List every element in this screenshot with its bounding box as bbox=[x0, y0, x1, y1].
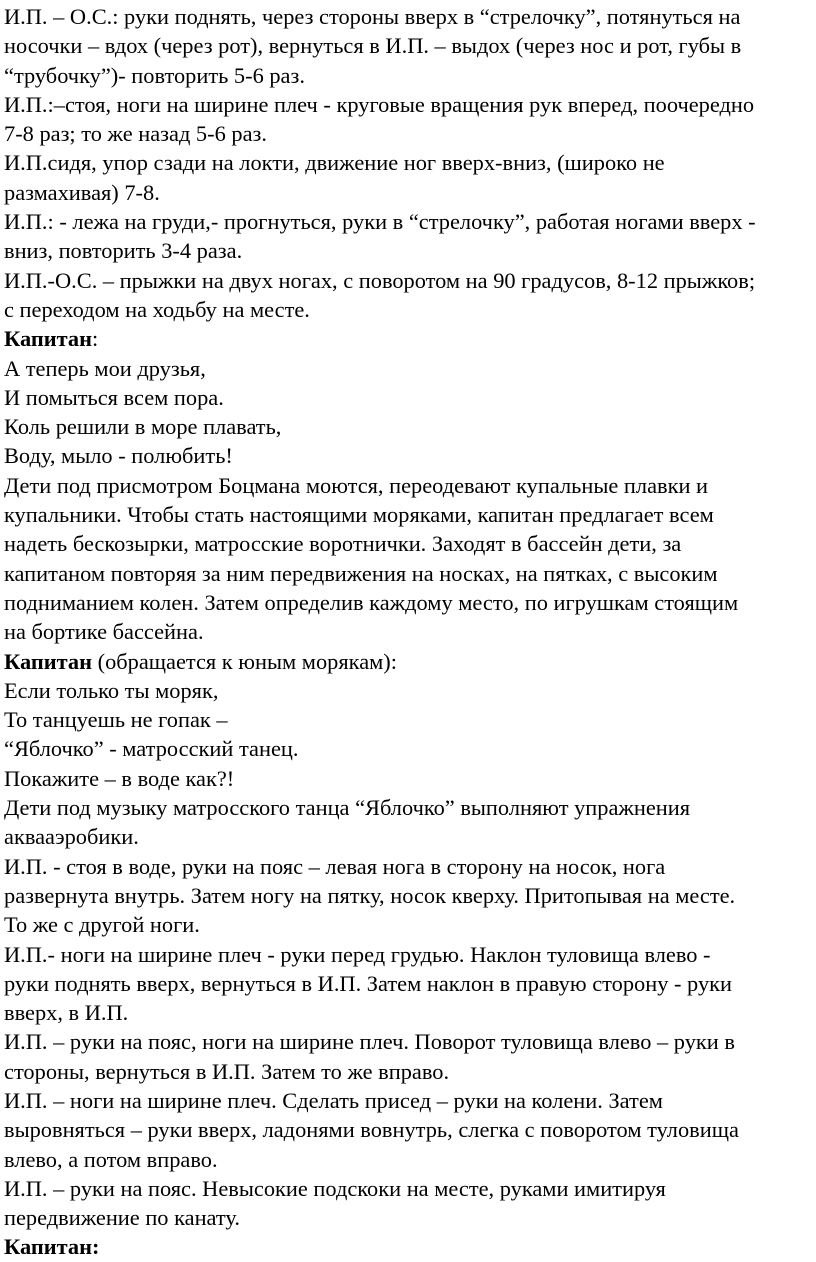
verse-block-1 bbox=[4, 354, 812, 471]
text-line: вниз, повторить 3-4 раза. bbox=[4, 238, 243, 264]
verse-line: Коль решили в море плавать, bbox=[4, 414, 282, 440]
text-line: купальники. Чтобы стать настоящими моряками, капитан предлагает всем bbox=[4, 502, 714, 528]
text-line: вверх, в И.П. bbox=[4, 1000, 129, 1026]
text-line: стороны, вернуться в И.П. Затем то же вправо. bbox=[4, 1058, 450, 1084]
text-line: И.П.- ноги на ширине плеч - руки перед грудью. Наклон туловища влево - bbox=[4, 941, 711, 967]
text-line: аквааэробики. bbox=[4, 824, 139, 850]
text-line: на бортике бассейна. bbox=[4, 619, 204, 645]
verse-block-2 bbox=[4, 676, 812, 793]
text-line: И.П. - стоя в воде, руки на пояс – левая нога в сторону на носок, нога bbox=[4, 853, 666, 879]
text-line: И.П. – руки на пояс, ноги на ширине плеч. Поворот туловища влево – руки в bbox=[4, 1029, 735, 1055]
text-line: И.П.сидя, упор сзади на локти, движение ног вверх-вниз, (широко не bbox=[4, 150, 665, 176]
speaker-heading-1 bbox=[4, 324, 812, 353]
text-line: Дети под присмотром Боцмана моются, переодевают купальные плавки и bbox=[4, 472, 709, 498]
text-line: влево, а потом вправо. bbox=[4, 1146, 218, 1172]
text-line: И.П. – руки на пояс. Невысокие подскоки на месте, руками имитируя bbox=[4, 1175, 666, 1201]
exercise-block-2 bbox=[4, 793, 812, 1232]
speaker-suffix: (обращается к юным морякам): bbox=[92, 648, 397, 674]
verse-line: Покажите – в воде как?! bbox=[4, 765, 235, 791]
speaker-heading-3 bbox=[4, 1232, 812, 1261]
text-line: И.П.-О.С. – прыжки на двух ногах, с поворотом на 90 градусов, 8-12 прыжков; bbox=[4, 267, 756, 293]
text-line: выровняться – руки вверх, ладонями вовнутрь, слегка с поворотом туловища bbox=[4, 1117, 739, 1143]
text-line: носочки – вдох (через рот), вернуться в И.П. – выдох (через нос и рот, губы в bbox=[4, 33, 742, 59]
text-line: То же с другой ноги. bbox=[4, 912, 200, 938]
text-line: И.П.: - лежа на груди,- прогнуться, руки в “стрелочку”, работая ногами вверх - bbox=[4, 209, 756, 235]
text-line: И.П.:–стоя, ноги на ширине плеч - круговые вращения рук вперед, поочередно bbox=[4, 91, 755, 117]
verse-line: Воду, мыло - полюбить! bbox=[4, 443, 233, 469]
text-line: И.П. – ноги на ширине плеч. Сделать присед – руки на колени. Затем bbox=[4, 1087, 663, 1113]
text-line: И.П. – О.С.: руки поднять, через стороны вверх в “стрелочку”, потянуться на bbox=[4, 4, 741, 29]
text-line: развернута внутрь. Затем ногу на пятку, носок кверху. Притопывая на месте. bbox=[4, 882, 736, 908]
verse-line: И помыться всем пора. bbox=[4, 384, 224, 410]
text-line: Дети под музыку матросского танца “Яблочко” выполняют упражнения bbox=[4, 795, 691, 821]
speaker-name: Капитан: bbox=[4, 1234, 100, 1260]
text-line: подниманием колен. Затем определив каждому место, по игрушкам стоящим bbox=[4, 589, 739, 615]
text-line: 7-8 раз; то же назад 5-6 раз. bbox=[4, 121, 267, 147]
text-line: размахивая) 7-8. bbox=[4, 179, 160, 205]
text-line: капитаном повторяя за ним передвижения на носках, на пятках, с высоким bbox=[4, 560, 718, 586]
text-line: руки поднять вверх, вернуться в И.П. Затем наклон в правую сторону - руки bbox=[4, 970, 733, 996]
text-line: “трубочку”)- повторить 5-6 раз. bbox=[4, 62, 305, 88]
text-line: надеть бескозырки, матросские воротнички. Заходят в бассейн дети, за bbox=[4, 531, 682, 557]
speaker-name: Капитан bbox=[4, 326, 93, 352]
speaker-name: Капитан bbox=[4, 648, 93, 674]
text-line: передвижение по канату. bbox=[4, 1205, 240, 1231]
verse-line: А теперь мои друзья, bbox=[4, 355, 206, 381]
verse-line: То танцуешь не гопак – bbox=[4, 707, 228, 733]
text-line: с переходом на ходьбу на месте. bbox=[4, 296, 310, 322]
verse-line: Если только ты моряк, bbox=[4, 677, 219, 703]
narrative-block bbox=[4, 471, 812, 647]
verse-line: “Яблочко” - матросский танец. bbox=[4, 736, 299, 762]
exercise-block-1 bbox=[4, 2, 812, 324]
speaker-suffix: : bbox=[92, 326, 99, 352]
speaker-heading-2 bbox=[4, 647, 812, 676]
